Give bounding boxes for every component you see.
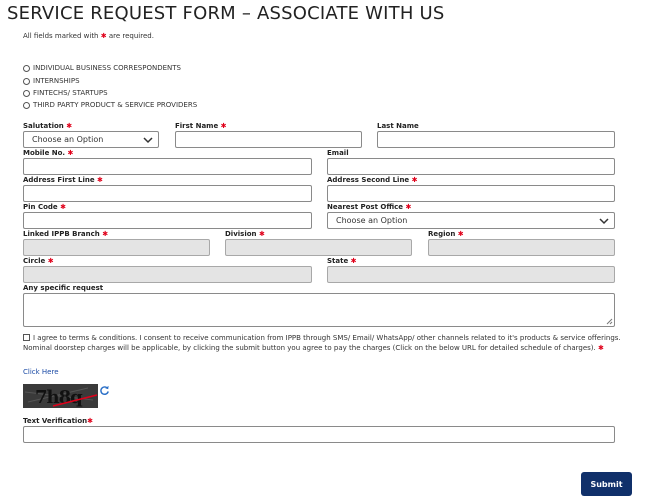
linked-branch-field — [23, 239, 210, 256]
radio-button[interactable] — [23, 65, 30, 72]
consent-checkbox[interactable] — [23, 334, 30, 341]
division-field — [225, 239, 412, 256]
salutation-select[interactable]: Choose an Option — [23, 131, 159, 148]
page-title: SERVICE REQUEST FORM – ASSOCIATE WITH US — [7, 3, 445, 24]
circle-field — [23, 266, 312, 283]
click-here-link[interactable]: Click Here — [23, 368, 59, 376]
radio-button[interactable] — [23, 78, 30, 85]
region-field — [428, 239, 615, 256]
state-label: State ✱ — [327, 257, 357, 265]
division-label: Division ✱ — [225, 230, 265, 238]
text-verification-label: Text Verification✱ — [23, 417, 93, 425]
radio-button[interactable] — [23, 90, 30, 97]
required-note: All fields marked with ✱ are required. — [23, 32, 154, 40]
radio-individual-bc[interactable]: INDIVIDUAL BUSINESS CORRESPONDENTS — [23, 64, 181, 72]
nearest-po-select[interactable]: Choose an Option — [327, 212, 615, 229]
request-textarea[interactable] — [23, 293, 615, 327]
address1-label: Address First Line ✱ — [23, 176, 103, 184]
text-verification-field[interactable] — [23, 426, 615, 443]
radio-third-party[interactable]: THIRD PARTY PRODUCT & SERVICE PROVIDERS — [23, 101, 197, 109]
last-name-label: Last Name — [377, 122, 419, 130]
circle-label: Circle ✱ — [23, 257, 54, 265]
email-label: Email — [327, 149, 349, 157]
address1-field[interactable] — [23, 185, 312, 202]
salutation-label: Salutation ✱ — [23, 122, 73, 130]
chevron-down-icon — [143, 135, 153, 145]
mobile-label: Mobile No. ✱ — [23, 149, 74, 157]
last-name-field[interactable] — [377, 131, 615, 148]
submit-button[interactable]: Submit — [581, 472, 632, 496]
region-label: Region ✱ — [428, 230, 464, 238]
pin-code-field[interactable] — [23, 212, 312, 229]
request-label: Any specific request — [23, 284, 104, 292]
first-name-field[interactable] — [175, 131, 362, 148]
chevron-down-icon — [599, 216, 609, 226]
mobile-field[interactable] — [23, 158, 312, 175]
required-star: ✱ — [100, 32, 107, 40]
linked-branch-label: Linked IPPB Branch ✱ — [23, 230, 109, 238]
first-name-label: First Name ✱ — [175, 122, 227, 130]
resize-handle-icon[interactable] — [606, 318, 613, 325]
email-field[interactable] — [327, 158, 615, 175]
pin-code-label: Pin Code ✱ — [23, 203, 66, 211]
captcha-image — [23, 384, 98, 408]
radio-button[interactable] — [23, 102, 30, 109]
refresh-icon[interactable] — [99, 385, 110, 396]
radio-internships[interactable]: INTERNSHIPS — [23, 77, 80, 85]
svg-text:7h8q: 7h8q — [35, 387, 82, 408]
nearest-po-label: Nearest Post Office ✱ — [327, 203, 412, 211]
address2-label: Address Second Line ✱ — [327, 176, 418, 184]
address2-field[interactable] — [327, 185, 615, 202]
radio-fintechs[interactable]: FINTECHS/ STARTUPS — [23, 89, 108, 97]
consent-block: I agree to terms & conditions. I consent to receive communication from IPPB through SMS/ Email/ WhatsApp/ other channels related to it's products & service offerings. Nominal doorstep charges will be applicable, by clicking the submit button you agree to pay the charges (Click on the below URL for detailed schedule of charges). ✱ — [23, 334, 621, 352]
state-field — [327, 266, 615, 283]
